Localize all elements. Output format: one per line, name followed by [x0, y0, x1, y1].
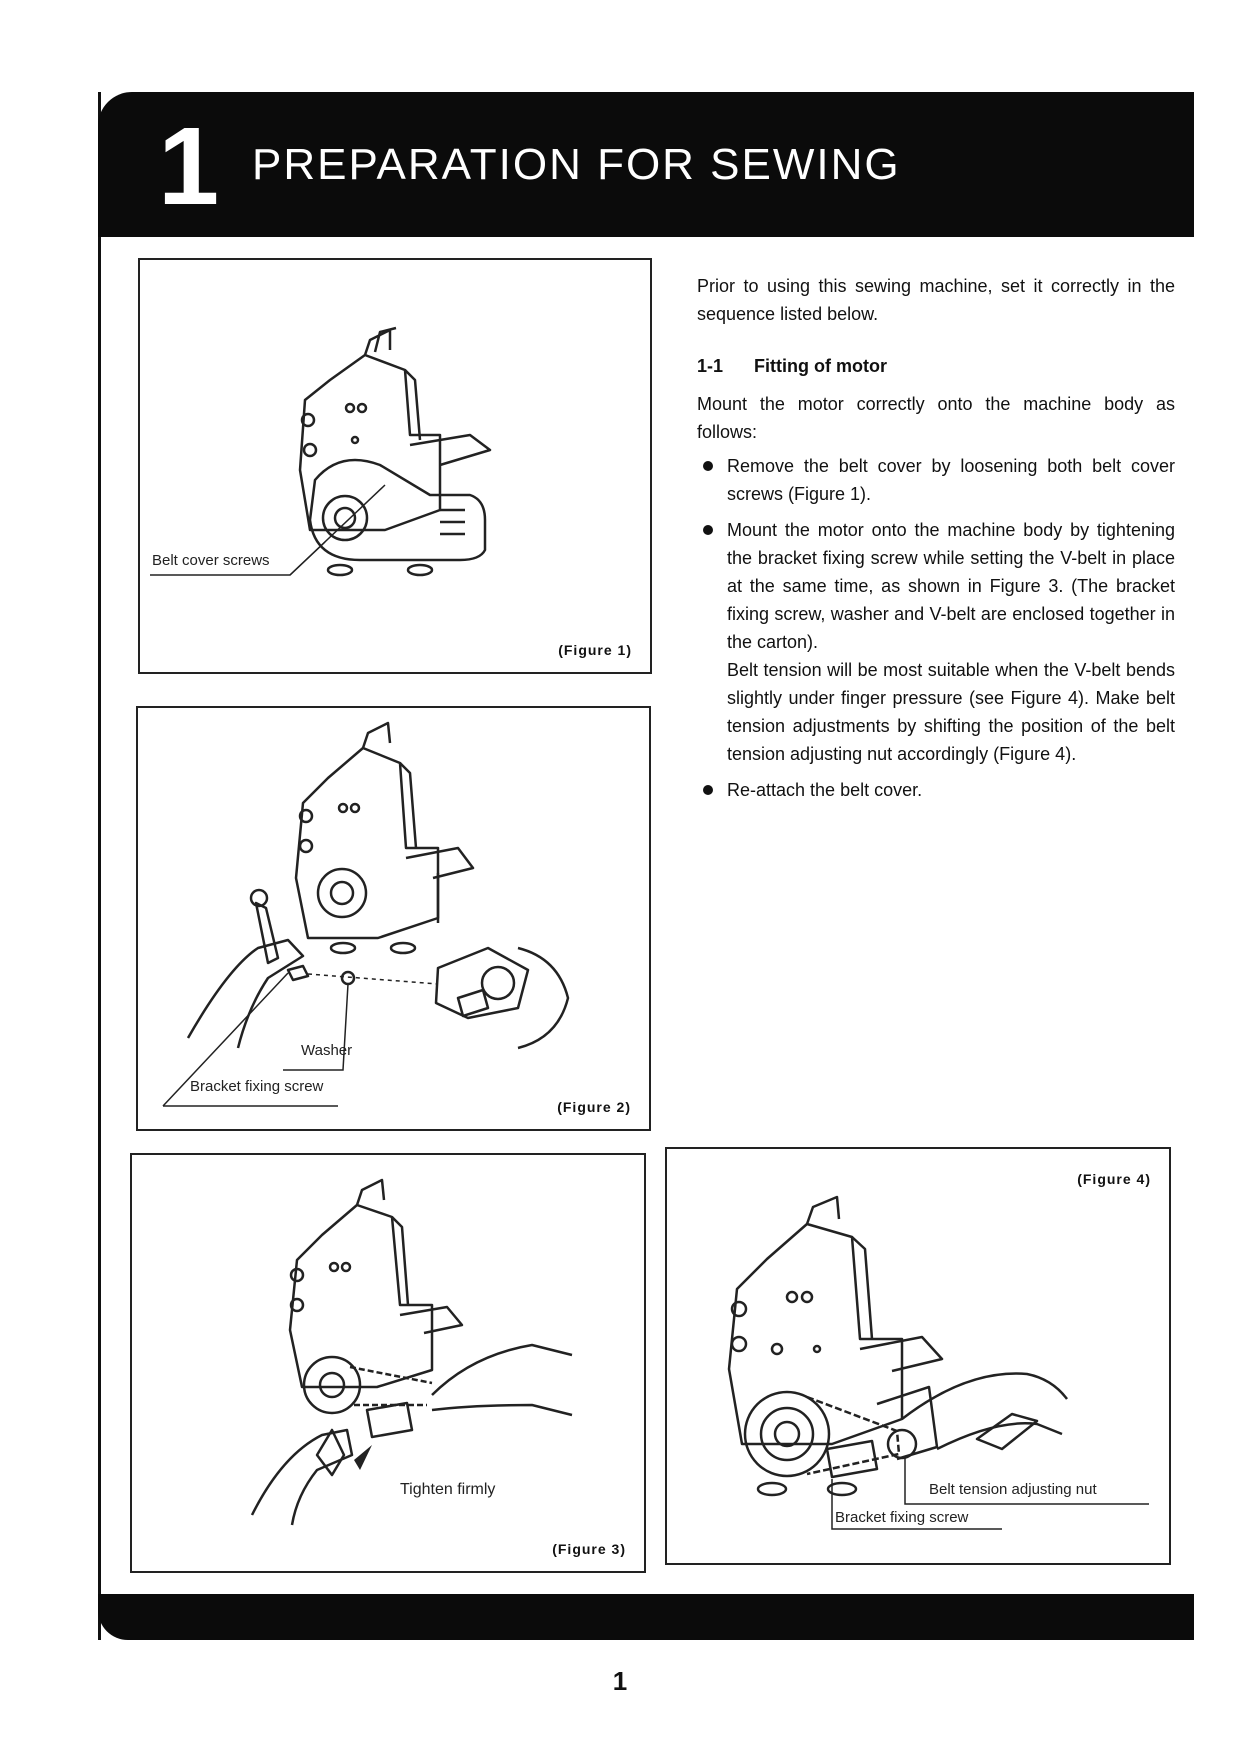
figure-1-machine-illustration — [140, 260, 650, 672]
figure-4-caption: (Figure 4) — [1077, 1171, 1151, 1187]
instruction-list — [697, 452, 1175, 804]
label-tighten-firmly: Tighten firmly — [400, 1481, 496, 1498]
list-item-text: Remove the belt cover by loosening both belt cover screws (Figure 1). — [727, 456, 1175, 504]
footer-bar — [98, 1594, 1194, 1640]
section-number: 1-1 — [697, 356, 724, 376]
instructions-column — [697, 272, 1175, 812]
label-bracket-fixing-screw: Bracket fixing screw — [190, 1078, 324, 1095]
figure-4-machine-illustration — [667, 1149, 1169, 1563]
figure-2-panel — [136, 706, 651, 1131]
section-title: Fitting of motor — [754, 356, 887, 376]
list-item — [697, 776, 1175, 804]
figure-3-caption: (Figure 3) — [552, 1541, 626, 1557]
intro-paragraph: Prior to using this sewing machine, set it correctly in the sequence listed below. — [697, 276, 1175, 324]
figure-2-caption: (Figure 2) — [557, 1099, 631, 1115]
chapter-title: PREPARATION FOR SEWING — [252, 140, 901, 189]
label-belt-tension-adjusting-nut: Belt tension adjusting nut — [929, 1481, 1097, 1498]
chapter-number: 1 — [158, 105, 220, 228]
figure-3-machine-illustration — [132, 1155, 644, 1571]
bullet-icon — [703, 461, 713, 471]
list-item-text: Re-attach the belt cover. — [727, 780, 923, 800]
section-heading — [697, 352, 1175, 380]
lead-paragraph: Mount the motor correctly onto the machine body as follows: — [697, 394, 1175, 442]
label-bracket-fixing-screw: Bracket fixing screw — [835, 1509, 969, 1526]
label-washer: Washer — [301, 1042, 353, 1059]
label-belt-cover-screws: Belt cover screws — [152, 552, 270, 569]
list-item-text-continued: Belt tension will be most suitable when the V-belt bends slightly under finger pressure (see Figure 4). Make belt tension adjustments by shifting the position of the belt tension adjusting nut accordingly (Figure 4). — [727, 660, 1175, 764]
figure-3-panel — [130, 1153, 646, 1573]
figure-1-panel — [138, 258, 652, 674]
list-item — [697, 452, 1175, 508]
list-item — [697, 516, 1175, 768]
list-item-text: Mount the motor onto the machine body by tightening the bracket fixing screw while setting the V-belt in place at the same time, as shown in Figure 3. (The bracket fixing screw, washer and V-belt are enclosed together in the carton). — [727, 520, 1175, 652]
figure-1-caption: (Figure 1) — [558, 642, 632, 658]
bullet-icon — [703, 525, 713, 535]
figure-4-panel — [665, 1147, 1171, 1565]
page-number: 1 — [612, 1666, 628, 1696]
figure-2-machine-illustration — [138, 708, 649, 1129]
bullet-icon — [703, 785, 713, 795]
